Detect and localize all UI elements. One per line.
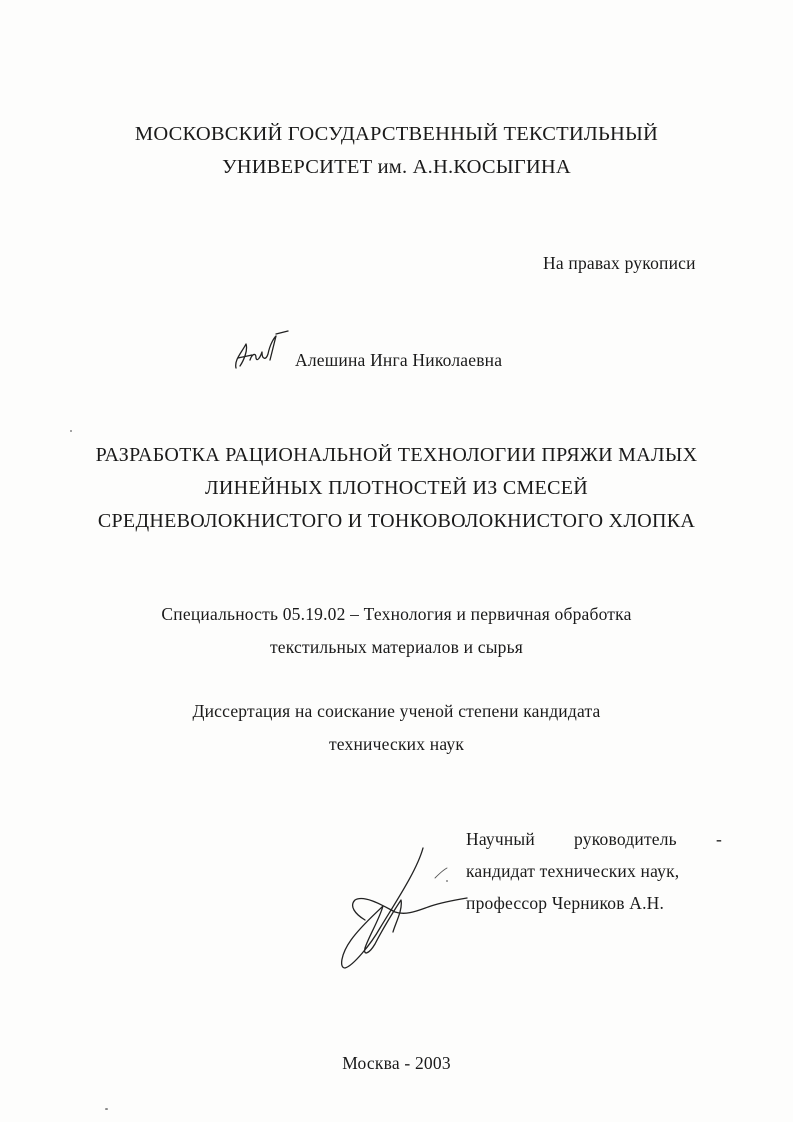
specialty-line1: Специальность 05.19.02 – Технология и первичная обработка [161, 604, 632, 624]
scan-speck [446, 880, 448, 882]
supervisor-role: Научный руководитель - [466, 829, 722, 849]
scan-speck [105, 1108, 108, 1110]
university-name-line1: МОСКОВСКИЙ ГОСУДАРСТВЕННЫЙ ТЕКСТИЛЬНЫЙ [134, 123, 659, 145]
thesis-title-line1: РАЗРАБОТКА РАЦИОНАЛЬНОЙ ТЕХНОЛОГИИ ПРЯЖИ МАЛЫХ [95, 444, 698, 466]
supervisor-signature [335, 840, 475, 975]
author-signature [232, 330, 292, 375]
degree-line2: технических наук [328, 734, 465, 754]
manuscript-note: На правах рукописи [543, 253, 696, 273]
scan-speck [70, 430, 72, 432]
author-name: Алешина Инга Николаевна [295, 350, 503, 370]
specialty-line2: текстильных материалов и сырья [269, 637, 524, 657]
supervisor-degree: кандидат технических наук, [466, 861, 680, 881]
university-name-line2: УНИВЕРСИТЕТ им. А.Н.КОСЫГИНА [222, 156, 571, 178]
thesis-title-line3: СРЕДНЕВОЛОКНИСТОГО И ТОНКОВОЛОКНИСТОГО ХЛОПКА [97, 510, 696, 532]
degree-line1: Диссертация на соискание ученой степени кандидата [192, 701, 601, 721]
supervisor-name: профессор Черников А.Н. [466, 893, 665, 913]
thesis-title-line2: ЛИНЕЙНЫХ ПЛОТНОСТЕЙ ИЗ СМЕСЕЙ [205, 477, 588, 499]
city-year: Москва - 2003 [342, 1053, 451, 1073]
